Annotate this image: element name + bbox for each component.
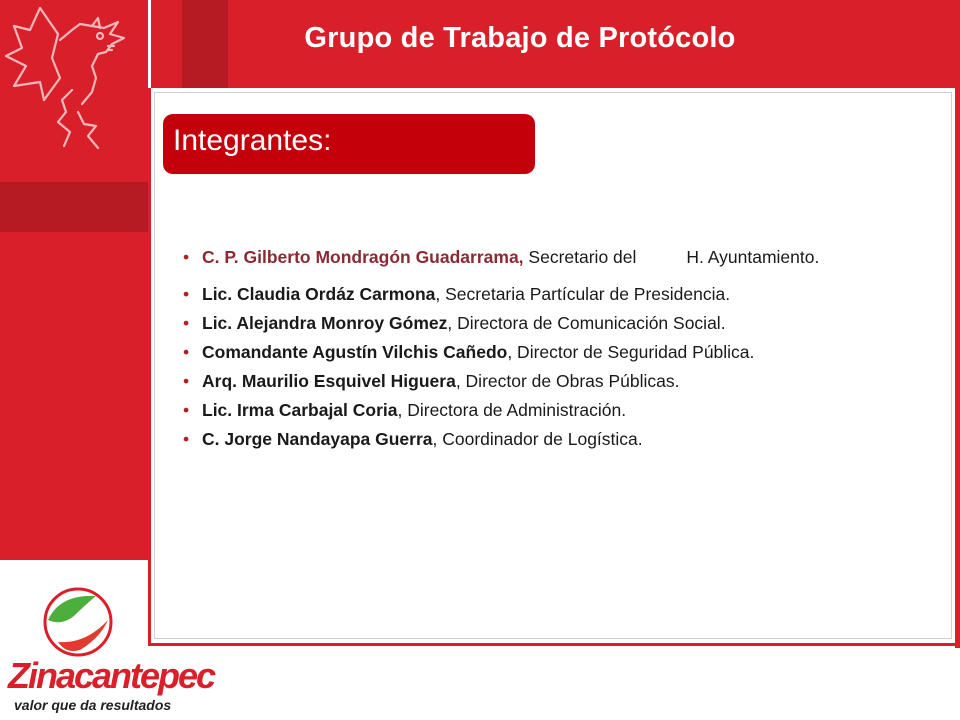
list-item bbox=[183, 283, 903, 305]
member-name: Lic. Alejandra Monroy Gómez bbox=[202, 313, 448, 333]
list-item bbox=[183, 370, 903, 392]
list-item bbox=[183, 246, 903, 268]
member-role: , Secretaria Partícular de Presidencia. bbox=[435, 284, 731, 304]
left-stripe bbox=[0, 182, 150, 232]
member-role: , Director de Obras Públicas. bbox=[455, 371, 680, 391]
header-dark-stripe bbox=[182, 0, 228, 88]
list-item bbox=[183, 428, 903, 450]
brand-tagline: valor que da resultados bbox=[14, 697, 172, 713]
dragon-icon bbox=[0, 0, 150, 180]
members-list bbox=[183, 246, 903, 457]
list-item bbox=[183, 341, 903, 363]
page-title: Grupo de Trabajo de Protócolo bbox=[304, 22, 736, 54]
list-item bbox=[183, 312, 903, 334]
zinacantepec-logo-icon bbox=[0, 586, 150, 658]
member-name: Arq. Maurilio Esquivel Higuera bbox=[202, 371, 456, 391]
section-heading: Integrantes: bbox=[173, 124, 332, 157]
member-name: Comandante Agustín Vilchis Cañedo bbox=[202, 342, 508, 362]
member-role: , Director de Seguridad Pública. bbox=[507, 342, 755, 362]
member-role: Secretario del bbox=[528, 247, 637, 267]
member-role: , Directora de Administración. bbox=[397, 400, 627, 420]
list-item bbox=[183, 399, 903, 421]
member-role: , Directora de Comunicación Social. bbox=[447, 313, 726, 333]
member-name: C. Jorge Nandayapa Guerra bbox=[202, 429, 433, 449]
member-name: Lic. Irma Carbajal Coria bbox=[202, 400, 398, 420]
member-role-cont: H. Ayuntamiento. bbox=[686, 247, 820, 267]
member-role: , Coordinador de Logística. bbox=[432, 429, 643, 449]
brand-name: Zinacantepec bbox=[8, 655, 215, 696]
member-name: Lic. Claudia Ordáz Carmona bbox=[202, 284, 436, 304]
member-name: C. P. Gilberto Mondragón Guadarrama, bbox=[202, 247, 524, 267]
